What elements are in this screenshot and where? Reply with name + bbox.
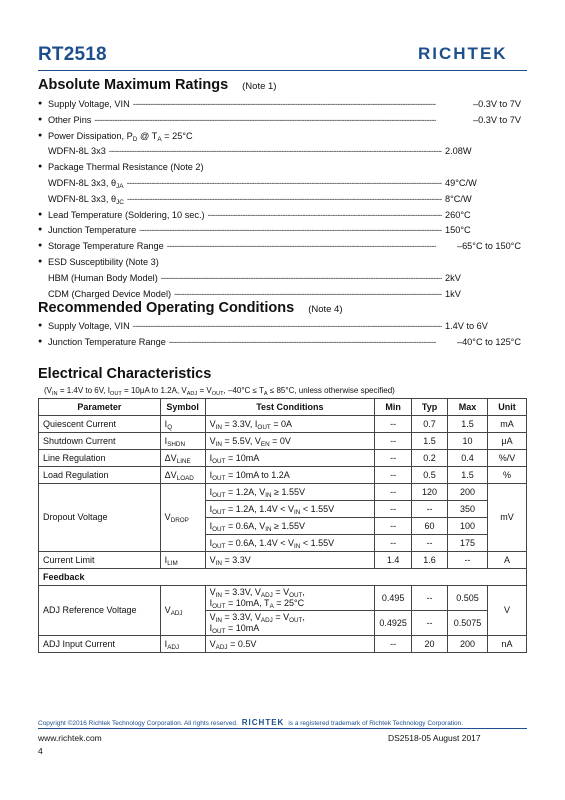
rec-op-title-text: Recommended Operating Conditions: [38, 300, 295, 316]
rating-value: –40°C to 125°C: [456, 336, 521, 347]
cell: mA: [487, 416, 526, 433]
leader-dots: [133, 97, 436, 111]
bullet-icon: ●: [38, 258, 43, 265]
rating-label: Storage Temperature Range: [48, 241, 164, 252]
cell: $I_{OUT} = 0.6A$, $V_{IN} \ge 1.55V$: [205, 518, 374, 535]
rating-label: Supply Voltage, VIN: [48, 99, 130, 109]
cell: $V_{IN} = 3.3V$: [205, 552, 374, 569]
leader-dots: [174, 287, 442, 301]
bullet-icon: ●: [38, 226, 43, 234]
cell: 200: [448, 484, 488, 501]
leader-dots: [109, 144, 442, 158]
bullet-icon: ●: [38, 131, 43, 139]
cell: $I_{SHDN}$: [160, 433, 205, 450]
cell: 1.5: [448, 416, 488, 433]
leader-dots: [167, 239, 436, 253]
leader-dots: [127, 192, 442, 206]
rating-row: [38, 239, 527, 253]
bullet-icon: ●: [38, 163, 43, 171]
cell: --: [375, 450, 412, 467]
abs-max-title: [38, 77, 276, 93]
table-row: [39, 586, 527, 611]
cell: $I_{OUT} = 1.2A$, $1.4V < V_{IN} < 1.55V$: [205, 501, 374, 518]
table-row: [39, 552, 527, 569]
table-row: [39, 416, 527, 433]
table-row: [39, 636, 527, 653]
leader-dots: [94, 113, 436, 127]
cell: $I_{OUT} = 10mA$: [205, 450, 374, 467]
cell: $V_{IN} = 3.3V$, $V_{ADJ} = V_{OUT}$, $I_{OUT} = 10mA$: [205, 611, 374, 636]
cell: --: [375, 416, 412, 433]
cell: $V_{DROP}$: [160, 484, 205, 552]
col-typ: Typ: [412, 399, 448, 416]
col-symbol: Symbol: [160, 399, 205, 416]
rating-label: HBM (Human Body Model): [48, 272, 158, 283]
cell: 1.5: [412, 433, 448, 450]
rating-value: 1.4V to 6V: [445, 321, 488, 331]
rating-row: [38, 160, 527, 174]
rating-label: Other Pins: [48, 114, 92, 125]
rating-row: [38, 255, 527, 269]
cell: --: [375, 433, 412, 450]
bullet-icon: ●: [38, 242, 43, 250]
cell: %/V: [487, 450, 526, 467]
cell: $V_{ADJ} = 0.5V$: [205, 636, 374, 653]
rating-label: WDFN-8L 3x3, $\theta_{JA}$: [48, 178, 124, 190]
electrical-characteristics-table: [38, 398, 527, 653]
rating-row: [38, 129, 527, 143]
cell: --: [375, 518, 412, 535]
rating-value: –0.3V to 7V: [472, 114, 521, 125]
rating-row: [38, 223, 527, 237]
rating-label: Junction Temperature Range: [48, 336, 166, 347]
rating-value: 8°C/W: [445, 193, 472, 204]
trademark-text: is a registered trademark of Richtek Technology Corporation.: [288, 720, 464, 727]
cell: $\Delta V_{LOAD}$: [160, 467, 205, 484]
rating-label: WDFN-8L 3x3, $\theta_{JC}$: [48, 193, 124, 206]
rating-row: [38, 97, 527, 111]
header-divider: [38, 70, 527, 71]
rating-value: 2kV: [445, 272, 461, 283]
page-number: 4: [38, 746, 43, 756]
table-row: [39, 484, 527, 501]
cell: --: [375, 636, 412, 653]
bullet-icon: ●: [38, 337, 43, 345]
cell: 0.5075: [448, 611, 488, 636]
cell: 350: [448, 501, 488, 518]
abs-max-note: (Note 1): [242, 81, 277, 92]
rating-row: [38, 335, 527, 349]
cell: 0.5: [412, 467, 448, 484]
cell: --: [375, 501, 412, 518]
rating-row: [38, 176, 527, 190]
rec-op-note: (Note 4): [308, 304, 343, 315]
cell: 120: [412, 484, 448, 501]
cell: 175: [448, 535, 488, 552]
rating-label: Package Thermal Resistance (Note 2): [48, 162, 204, 173]
rating-value: –65°C to 150°C: [456, 241, 521, 252]
col-max: Max: [448, 399, 488, 416]
cell: Line Regulation: [39, 450, 161, 467]
cell: --: [375, 484, 412, 501]
rating-label: Junction Temperature: [48, 225, 137, 236]
elec-conditions: ($V_{IN} = 1.4V$ to 6V, $I_{OUT} = 10\mu A$ to 1.2A, $V_{ADJ} = V_{OUT}$, $-40^\circ C \le T_A \le 85^\circ C$, unless otherwise specified): [44, 386, 395, 397]
col-parameter: Parameter: [39, 399, 161, 416]
cell: 1.5: [448, 467, 488, 484]
table-row: [39, 467, 527, 484]
col-test-conditions: Test Conditions: [205, 399, 374, 416]
cell: mV: [487, 484, 526, 552]
cell: $I_{OUT} = 0.6A$, $1.4V < V_{IN} < 1.55V$: [205, 535, 374, 552]
cell: 1.4: [375, 552, 412, 569]
cell: $I_{ADJ}$: [160, 636, 205, 653]
cell: --: [412, 586, 448, 611]
cell: $I_{LIM}$: [160, 552, 205, 569]
table-row: [39, 433, 527, 450]
cell: 100: [448, 518, 488, 535]
cell: $V_{IN} = 3.3V$, $I_{OUT} = 0A$: [205, 416, 374, 433]
cell: 10: [448, 433, 488, 450]
cell: nA: [487, 636, 526, 653]
cell: --: [375, 467, 412, 484]
table-group-row: [39, 569, 527, 586]
footer-brand-logo: RICHTEK: [241, 718, 285, 727]
bullet-icon: ●: [38, 100, 43, 107]
rating-row: [38, 113, 527, 127]
cell: %: [487, 467, 526, 484]
table-row: [39, 450, 527, 467]
rating-label: ESD Susceptibility (Note 3): [48, 257, 159, 267]
cell: Shutdown Current: [39, 433, 161, 450]
rating-value: 1kV: [445, 288, 461, 299]
cell: 20: [412, 636, 448, 653]
rating-value: 49°C/W: [445, 178, 477, 188]
cell: $V_{ADJ}$: [160, 586, 205, 636]
cell: Quiescent Current: [39, 416, 161, 433]
cell: Dropout Voltage: [39, 484, 161, 552]
rating-row: [38, 319, 527, 333]
cell: $I_Q$: [160, 416, 205, 433]
cell: $V_{IN} = 3.3V$, $V_{ADJ} = V_{OUT}$, $I_{OUT} = 10mA$, $T_A = 25^\circ C$: [205, 586, 374, 611]
cell: $V_{IN} = 5.5V$, $V_{EN} = 0V$: [205, 433, 374, 450]
leader-dots: [127, 176, 442, 190]
bullet-icon: ●: [38, 322, 43, 329]
cell: --: [448, 552, 488, 569]
cell: ADJ Reference Voltage: [39, 586, 161, 636]
cell: $\Delta V_{LINE}$: [160, 450, 205, 467]
rating-label: Lead Temperature (Soldering, 10 sec.): [48, 209, 205, 220]
cell: 1.6: [412, 552, 448, 569]
cell: 200: [448, 636, 488, 653]
col-unit: Unit: [487, 399, 526, 416]
leader-dots: [208, 208, 442, 222]
rating-value: 150°C: [445, 225, 471, 236]
part-number: RT2518: [38, 44, 107, 65]
cell: $I_{OUT} = 1.2A$, $V_{IN} \ge 1.55V$: [205, 484, 374, 501]
cell: μA: [487, 433, 526, 450]
rec-op-title: [38, 300, 343, 316]
rating-row: [38, 271, 527, 285]
leader-dots: [133, 319, 442, 333]
cell: Load Regulation: [39, 467, 161, 484]
rating-row: [38, 287, 527, 301]
rating-label: WDFN-8L 3x3: [48, 146, 106, 157]
cell: --: [412, 501, 448, 518]
cell: --: [412, 535, 448, 552]
cell: 0.505: [448, 586, 488, 611]
copyright-line: [38, 718, 463, 727]
rating-value: –0.3V to 7V: [472, 99, 521, 109]
cell: 0.495: [375, 586, 412, 611]
rating-row: [38, 192, 527, 206]
website-link[interactable]: www.richtek.com: [38, 733, 102, 743]
copyright-text: Copyright ©2016 Richtek Technology Corporation. All rights reserved.: [38, 720, 238, 727]
cell: 0.4925: [375, 611, 412, 636]
rating-value: 2.08W: [445, 146, 472, 157]
elec-title: Electrical Characteristics: [38, 366, 212, 382]
cell: Current Limit: [39, 552, 161, 569]
feedback-group-label: Feedback: [39, 569, 527, 586]
leader-dots: [161, 271, 442, 285]
richtek-logo: RICHTEK: [418, 44, 508, 63]
rating-label: Supply Voltage, VIN: [48, 321, 130, 331]
footer-divider: [38, 728, 527, 729]
cell: 0.2: [412, 450, 448, 467]
cell: V: [487, 586, 526, 636]
cell: 0.7: [412, 416, 448, 433]
table-header-row: [39, 399, 527, 416]
cell: ADJ Input Current: [39, 636, 161, 653]
leader-dots: [169, 335, 436, 349]
cell: --: [412, 611, 448, 636]
cell: $I_{OUT} = 10mA$ to 1.2A: [205, 467, 374, 484]
rating-label: Power Dissipation, $P_D$ @ $T_A = 25^\circ C$: [48, 130, 193, 143]
abs-max-title-text: Absolute Maximum Ratings: [38, 77, 229, 93]
cell: --: [375, 535, 412, 552]
leader-dots: [139, 223, 442, 237]
bullet-icon: ●: [38, 210, 43, 218]
cell: 60: [412, 518, 448, 535]
document-id: DS2518-05 August 2017: [388, 733, 481, 743]
rating-label: CDM (Charged Device Model): [48, 288, 172, 299]
col-min: Min: [375, 399, 412, 416]
rating-row: [38, 208, 527, 222]
rating-value: 260°C: [445, 209, 471, 220]
bullet-icon: ●: [38, 115, 43, 123]
rating-row: [38, 144, 527, 158]
cell: A: [487, 552, 526, 569]
cell: 0.4: [448, 450, 488, 467]
